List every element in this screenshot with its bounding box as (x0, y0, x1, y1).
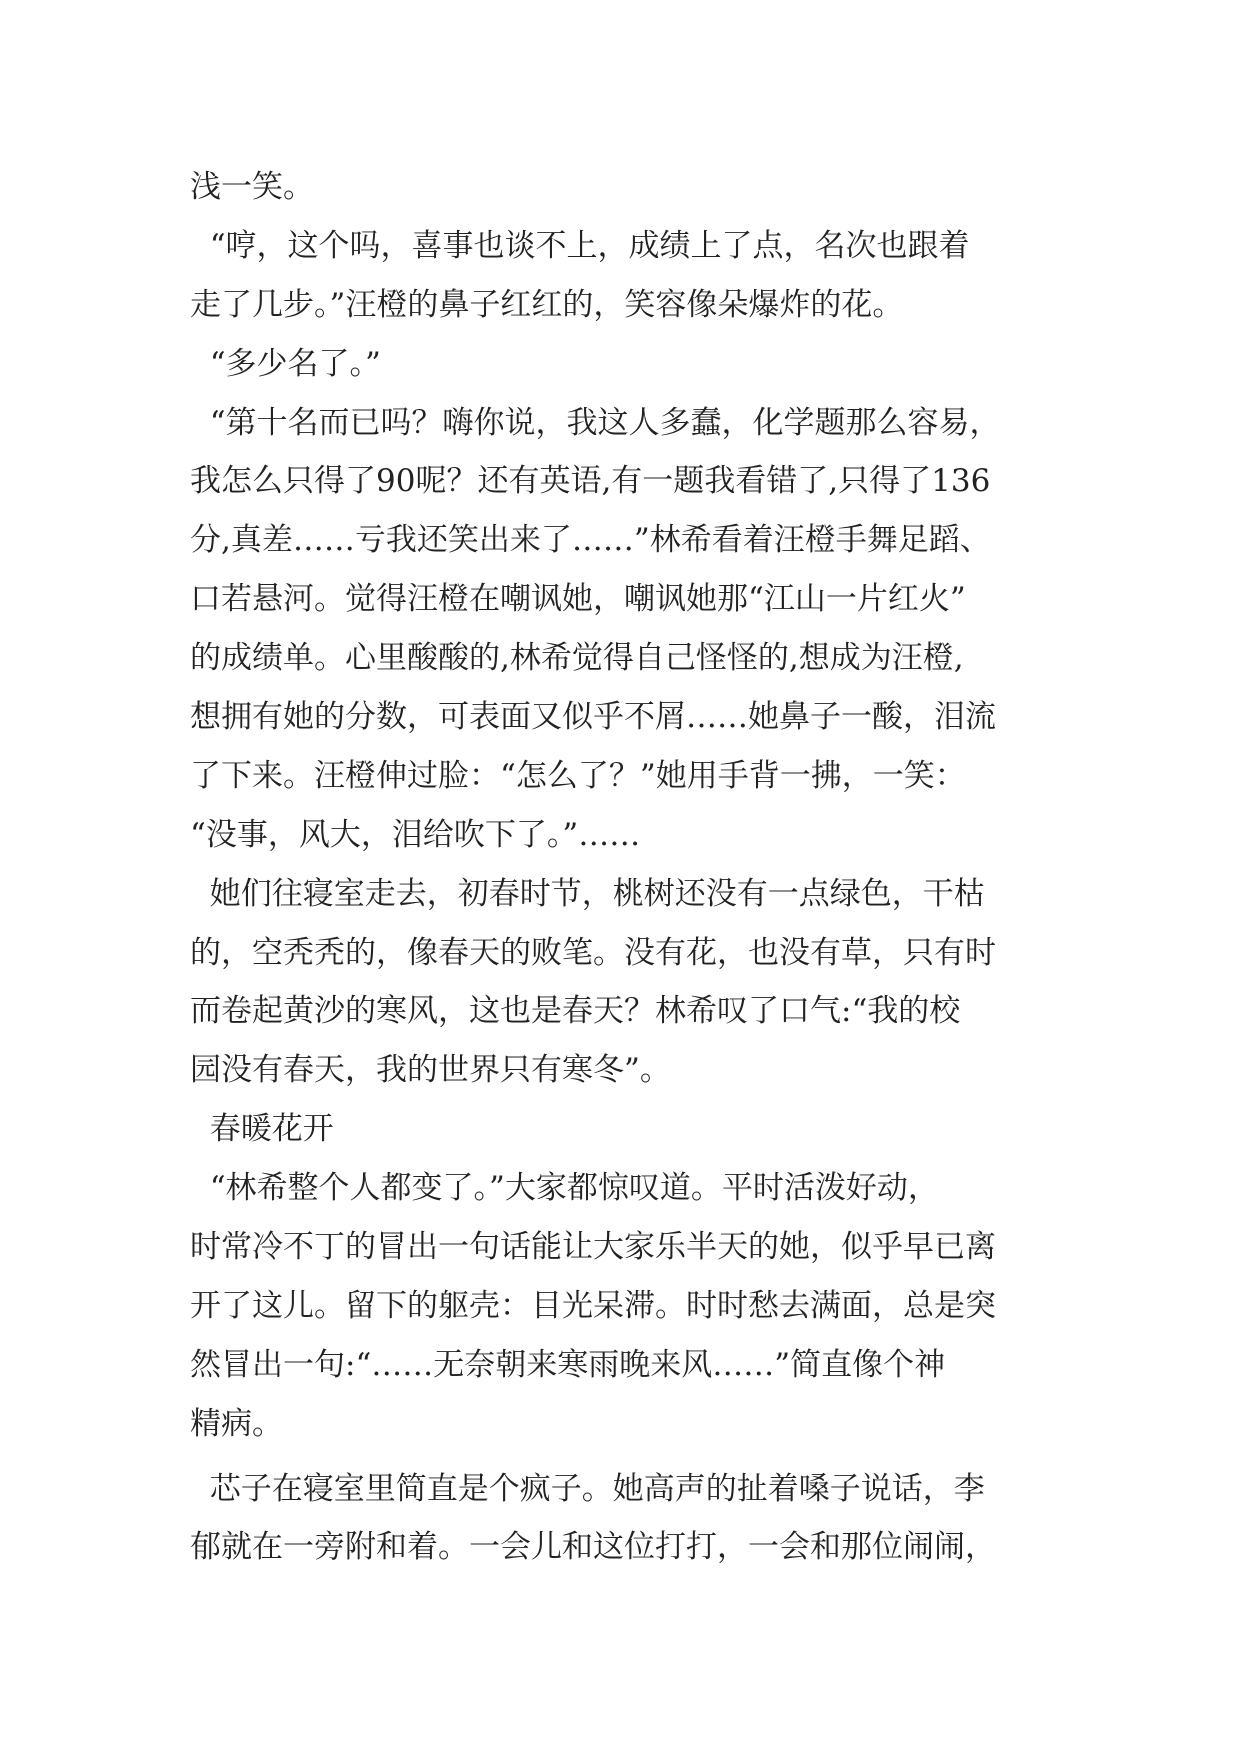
text-line: 口若悬河。觉得汪橙在嘲讽她，嘲讽她那“江山一片红火” (190, 581, 966, 618)
text-line: “林希整个人都变了。”大家都惊叹道。平时活泼好动， (190, 1170, 939, 1207)
text-line: 开了这儿。留下的躯壳：目光呆滞。时时愁去满面，总是突 (190, 1287, 996, 1324)
text-line: 芯子在寝室里简直是个疯子。她高声的扯着嗓子说话，李 (190, 1470, 985, 1507)
text-line: 时常冷不丁的冒出一句话能让大家乐半天的她，似乎早已离 (190, 1229, 996, 1266)
text-line: 的，空秃秃的，像春天的败笔。没有花，也没有草，只有时 (190, 934, 996, 971)
text-line: 然冒出一句:“……无奈朝来寒雨晚来风……”简直像个神 (190, 1346, 946, 1383)
text-line: 她们往寝室走去，初春时节，桃树还没有一点绿色，干枯 (190, 875, 985, 912)
text-line: 分,真差……亏我还笑出来了……”林希看着汪橙手舞足蹈、 (190, 522, 991, 559)
text-line: 了下来。汪橙伸过脸：“怎么了？”她用手背一拂，一笑： (190, 757, 966, 794)
text-line: 我怎么只得了90呢？还有英语,有一题我看错了,只得了136 (190, 463, 991, 500)
text-line: “第十名而已吗？嗨你说，我这人多蠢，化学题那么容易， (190, 404, 1001, 441)
text-line: 想拥有她的分数，可表面又似乎不屑……她鼻子一酸，泪流 (190, 699, 996, 736)
text-line: 精病。 (190, 1405, 283, 1442)
text-line: “没事，风大，泪给吹下了。”…… (190, 816, 641, 853)
section-heading: 春暖花开 (190, 1111, 334, 1148)
text-line: 的成绩单。心里酸酸的,林希觉得自己怪怪的,想成为汪橙, (190, 640, 964, 677)
text-line: “多少名了。” (190, 345, 381, 382)
text-line: 而卷起黄沙的寒风，这也是春天？林希叹了口气:“我的校 (190, 993, 961, 1030)
text-line: 园没有春天，我的世界只有寒冬”。 (190, 1052, 671, 1089)
text-line: 郁就在一旁附和着。一会儿和这位打打，一会和那位闹闹， (190, 1529, 996, 1566)
text-line: “哼，这个吗，喜事也谈不上，成绩上了点，名次也跟着 (190, 227, 970, 264)
text-line: 走了几步。”汪橙的鼻子红红的，笑容像朵爆炸的花。 (190, 286, 904, 323)
body-text (190, 158, 1060, 1577)
text-line: 浅一笑。 (190, 169, 314, 205)
